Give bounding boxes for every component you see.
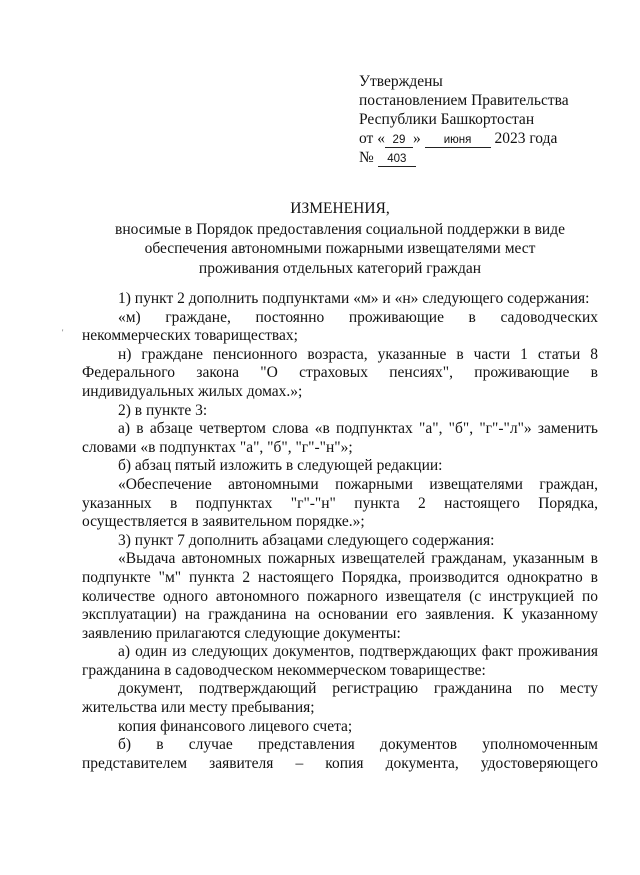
paragraph: б) в случае представления документов уполномоченным представителем заявителя – копия документа, удостоверяющего <box>82 736 598 772</box>
number-label: № <box>359 149 374 166</box>
document-number: 403 <box>378 152 416 167</box>
paragraph: «Обеспечение автономными пожарными извещателями граждан, указанных в подпунктах "г"-"н" пункта 2 настоящего Порядка, осуществляется в заявительном порядке.»; <box>82 475 598 531</box>
paragraph: 3) пункт 7 дополнить абзацами следующего содержания: <box>118 531 495 549</box>
approval-line-1: Утверждены <box>359 73 443 90</box>
paragraph: «Выдача автономных пожарных извещателей гражданам, указанным в подпункте "м" пункта 2 настоящего Порядка, производится однократно в количестве одного автономного пожарного извещателя (с инструкцией по эксплуатации) на гражданина на основании его заявления. К указанному заявлению прилагаются следующие документы: <box>82 550 598 642</box>
title-heading: ИЗМЕНЕНИЯ, <box>290 200 390 217</box>
paragraph: н) граждане пенсионного возраста, указанные в части 1 статьи 8 Федерального закона "О страховых пенсиях", проживающие в индивидуальных жилых домах.»; <box>82 345 598 400</box>
approval-number <box>359 148 569 167</box>
approval-date <box>359 129 569 148</box>
approval-line-2: постановлением Правительства <box>359 92 569 109</box>
date-mid: » <box>412 130 421 147</box>
document-title <box>80 199 600 278</box>
date-year: 2023 года <box>494 130 558 147</box>
paragraph: 1) пункт 2 дополнить подпунктами «м» и «н» следующего содержания: <box>118 290 590 307</box>
document-body <box>82 290 598 773</box>
title-subtitle-line-3: проживания отдельных категорий граждан <box>198 259 482 277</box>
margin-mark: ' <box>62 328 64 337</box>
paragraph: документ, подтверждающий регистрацию гражданина по месту жительства или месту пребывания; <box>82 680 598 717</box>
paragraph: а) в абзаце четвертом слова «в подпунктах "а", "б", "г"-"л"» заменить словами «в подпунктах "а", "б", "г"-"н"»; <box>82 420 598 456</box>
approval-block <box>359 72 569 167</box>
paragraph: б) абзац пятый изложить в следующей редакции: <box>118 457 443 475</box>
title-subtitle-line-1: вносимые в Порядок предоставления социальной поддержки в виде <box>115 220 565 238</box>
approval-line-3: Республики Башкортостан <box>359 111 535 128</box>
date-month: июня <box>425 133 491 148</box>
paragraph: копия финансового лицевого счета; <box>118 717 353 735</box>
date-day: 29 <box>385 133 413 148</box>
paragraph: а) один из следующих документов, подтверждающих факт проживания гражданина в садоводческом некоммерческом товариществе: <box>82 643 598 679</box>
date-prefix: от « <box>359 130 385 147</box>
title-subtitle-line-2: обеспечения автономными пожарными извещателями мест <box>144 240 536 257</box>
paragraph: 2) в пункте 3: <box>118 401 208 419</box>
paragraph: «м) граждане, постоянно проживающие в садоводческих некоммерческих товариществах; <box>82 308 598 345</box>
